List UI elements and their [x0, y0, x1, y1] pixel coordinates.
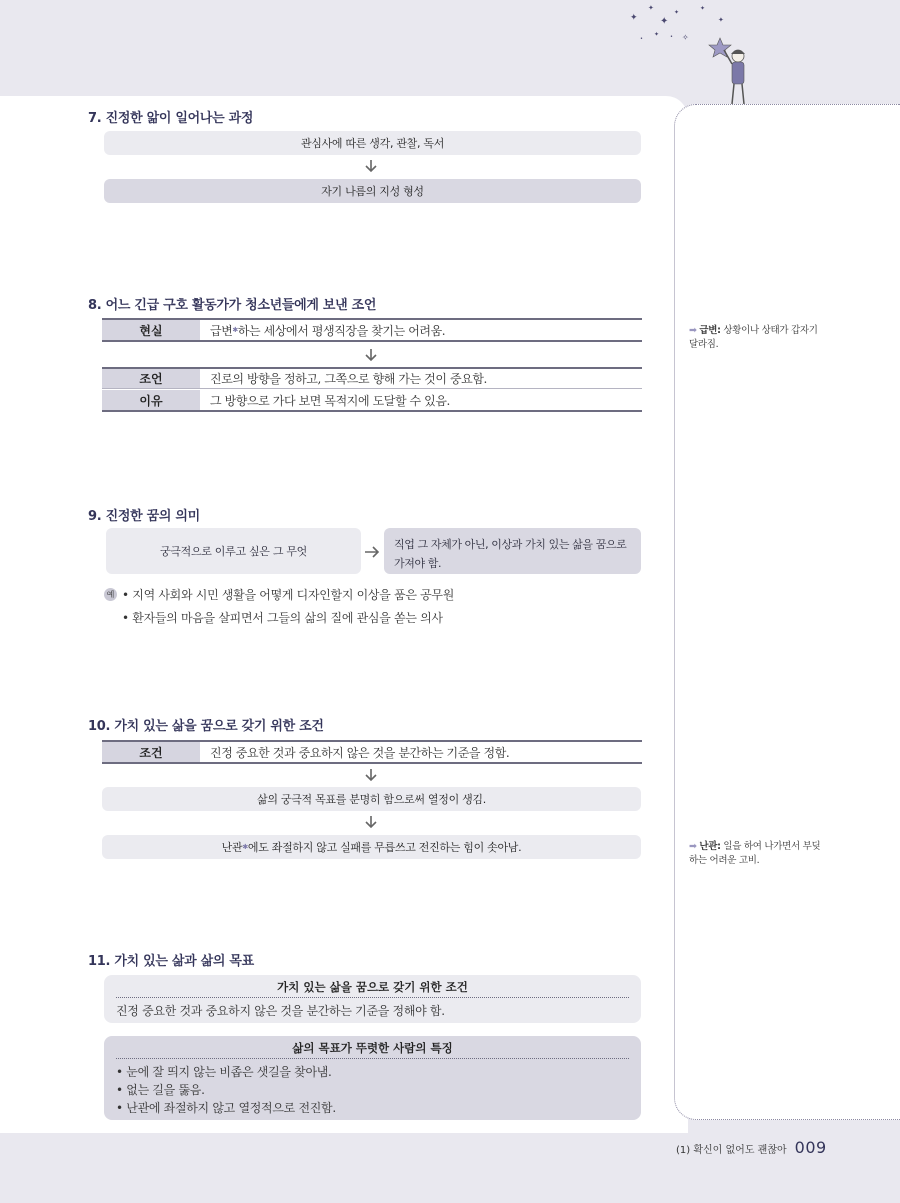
- s8-row-reality-rest: 하는 세상에서 평생직장을 찾기는 어려움.: [237, 323, 446, 338]
- down-arrow-icon: [364, 768, 378, 782]
- down-arrow-icon: [364, 815, 378, 829]
- glossary-note-geupbyeon: [689, 324, 829, 352]
- s10-step-2: 삶의 궁극적 목표를 분명히 함으로써 열정이 생김.: [102, 787, 641, 811]
- s11-box-traits-header: 삶의 목표가 뚜렷한 사람의 특징: [116, 1036, 629, 1059]
- list-item: • 없는 길을 뚫음.: [116, 1083, 205, 1097]
- s11-box-condition-body: 진정 중요한 것과 중요하지 않은 것을 분간하는 기준을 정해야 함.: [116, 1004, 445, 1018]
- svg-text:✧: ✧: [682, 33, 689, 42]
- note-term: 난관:: [699, 841, 721, 852]
- s10-row-condition: [102, 740, 642, 764]
- s10-row-condition-head: 조건: [102, 742, 200, 762]
- svg-text:✦: ✦: [648, 4, 654, 12]
- note-definition-cont: 하는 어려운 고비.: [689, 855, 760, 866]
- s8-row-reason: [102, 390, 642, 412]
- s11-box-traits-list: [104, 1059, 641, 1117]
- svg-text:✦: ✦: [700, 5, 706, 12]
- page-number: 009: [794, 1138, 827, 1157]
- s10-step-3-rest: 에도 좌절하지 않고 실패를 무릅쓰고 전진하는 힘이 솟아남.: [247, 841, 522, 854]
- svg-text:•: •: [670, 34, 673, 40]
- svg-text:✦: ✦: [674, 9, 680, 16]
- term-nangwan: 난관: [221, 841, 243, 854]
- footer-section-label: (1) 확신이 없어도 괜찮아: [676, 1145, 787, 1156]
- s9-example-2: • 환자들의 마음을 살피면서 그들의 삶의 질에 관심을 쏟는 의사: [122, 611, 443, 625]
- note-definition: 상황이나 상태가 갑자기: [723, 325, 818, 336]
- s11-box-condition-header: 가치 있는 삶을 꿈으로 갖기 위한 조건: [116, 975, 629, 998]
- s10-row-condition-text: 진정 중요한 것과 중요하지 않은 것을 분간하는 기준을 정함.: [210, 745, 510, 760]
- svg-text:✦: ✦: [660, 16, 669, 27]
- page-footer: [676, 1138, 827, 1157]
- note-definition: 일을 하여 나가면서 부딪: [723, 841, 821, 852]
- s7-step-2: 자기 나름의 지성 형성: [104, 179, 641, 203]
- s8-row-advice-head: 조언: [102, 369, 200, 388]
- glossary-note-nangwan: [689, 840, 829, 868]
- s8-row-advice: [102, 367, 642, 389]
- glossary-sidebar: [674, 104, 900, 1120]
- right-arrow-icon: [364, 544, 380, 558]
- section-9-title: 9. 진정한 꿈의 의미: [88, 509, 200, 524]
- s9-left-box: 궁극적으로 이루고 싶은 그 무엇: [106, 528, 361, 574]
- section-11-title: 11. 가치 있는 삶과 삶의 목표: [88, 954, 254, 969]
- s8-row-advice-text: 진로의 방향을 정하고, 그쪽으로 향해 가는 것이 중요함.: [210, 372, 487, 386]
- example-badge: 예: [104, 588, 117, 601]
- star-boy-illustration: [610, 0, 770, 108]
- list-item: • 눈에 잘 띄지 않는 비좁은 샛길을 찾아냄.: [116, 1065, 332, 1079]
- s10-step-3: [102, 835, 641, 859]
- section-7-title: 7. 진정한 앎이 일어나는 과정: [88, 111, 254, 126]
- note-bullet-icon: ➡: [689, 325, 697, 336]
- svg-text:✦: ✦: [654, 31, 660, 38]
- s8-row-reason-head: 이유: [102, 390, 200, 410]
- s8-row-reality-head: 현실: [102, 320, 200, 340]
- svg-text:•: •: [640, 36, 643, 42]
- note-bullet-icon: ➡: [689, 841, 697, 852]
- section-8-title: 8. 어느 긴급 구호 활동가가 청소년들에게 보낸 조언: [88, 298, 377, 313]
- s7-step-1: 관심사에 따른 생각, 관찰, 독서: [104, 131, 641, 155]
- s11-box-condition: [104, 975, 641, 1023]
- note-term: 급변:: [699, 325, 721, 336]
- s8-row-reality-text: [200, 320, 642, 340]
- s8-row-reason-text: 그 방향으로 가다 보면 목적지에 도달할 수 있음.: [210, 393, 450, 408]
- s9-right-box: 직업 그 자체가 아닌, 이상과 가치 있는 삶을 꿈으로 가져야 함.: [384, 528, 641, 574]
- s11-box-traits: [104, 1036, 641, 1120]
- down-arrow-icon: [364, 348, 378, 362]
- footnote-marker-icon: ✱: [232, 326, 238, 334]
- term-geupbyeon: 급변: [210, 323, 233, 338]
- footnote-marker-icon: ✱: [242, 843, 248, 851]
- note-definition-cont: 달라짐.: [689, 339, 719, 350]
- section-10-title: 10. 가치 있는 삶을 꿈으로 갖기 위한 조건: [88, 719, 324, 734]
- down-arrow-icon: [364, 159, 378, 173]
- s9-example-1: • 지역 사회와 시민 생활을 어떻게 디자인할지 이상을 품은 공무원: [122, 588, 455, 602]
- svg-text:✦: ✦: [630, 13, 638, 23]
- list-item: • 난관에 좌절하지 않고 열정적으로 전진함.: [116, 1101, 336, 1115]
- svg-text:✦: ✦: [718, 16, 724, 24]
- s8-row-reality: [102, 318, 642, 342]
